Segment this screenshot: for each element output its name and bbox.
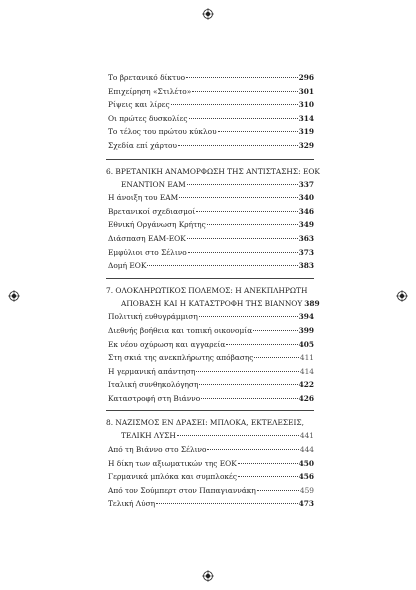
toc-entry <box>108 232 314 246</box>
dot-leader <box>238 463 298 464</box>
toc-entry <box>108 205 314 219</box>
toc-entry <box>108 457 314 471</box>
toc-entry <box>108 112 314 126</box>
toc-entry <box>108 378 314 392</box>
toc-entry <box>108 125 314 139</box>
dot-leader <box>186 77 298 78</box>
dot-leader <box>188 252 298 253</box>
toc-entry <box>108 497 314 511</box>
toc-entry-title: Ιταλική συνθηκολόγηση <box>108 380 199 390</box>
toc-entry <box>108 351 314 365</box>
dot-leader <box>196 371 299 372</box>
toc-entry-page: 319 <box>298 127 314 137</box>
dot-leader <box>207 449 298 450</box>
chapter-heading-continued <box>108 178 314 192</box>
dot-leader <box>196 211 297 212</box>
toc-entry-title: Το βρετανικό δίκτυο <box>108 73 186 82</box>
toc-entry-title: Ρίψεις και λίρες <box>108 100 170 110</box>
section-divider <box>106 159 314 160</box>
chapter-heading: 8. ΝΑΖΙΣΜΟΣ ΕΝ ΔΡΑΣΕΙ: ΜΠΛΟΚΑ, ΕΚΤΕΛΕΣΕΙΣ, <box>106 418 304 428</box>
toc-entry-title: Εθνική Οργάνωση Κρήτης <box>108 220 206 230</box>
toc-entry <box>108 392 314 406</box>
toc-entry <box>108 98 314 112</box>
dot-leader <box>207 224 298 225</box>
toc-entry-title: Δομή ΕΟΚ <box>108 261 147 271</box>
section-divider <box>106 410 314 411</box>
dot-leader <box>187 238 298 239</box>
toc-entry-page: 314 <box>298 113 314 123</box>
toc-entry-page: 473 <box>298 499 314 509</box>
toc-entry-page: 373 <box>298 247 314 257</box>
dot-leader <box>177 435 299 436</box>
toc-entry-title: Το τέλος του πρώτου κύκλου <box>108 127 217 137</box>
toc-entry-title: Η γερμανική απάντηση <box>108 366 196 376</box>
toc-section-5-continued <box>108 71 314 153</box>
toc-entry-page: 310 <box>298 100 314 110</box>
toc-entry-title: Διάσπαση ΕΑΜ-ΕΟΚ <box>108 233 186 243</box>
registration-mark-top-icon <box>202 8 214 20</box>
dot-leader <box>187 184 298 185</box>
toc-entry-page: 363 <box>298 233 314 243</box>
dot-leader <box>189 118 298 119</box>
chapter-heading-line2: ΤΕΛΙΚΗ ΛΥΣΗ <box>121 431 176 441</box>
dot-leader <box>179 197 297 198</box>
toc-entry-page: 459 <box>299 485 314 495</box>
toc-chapter-8 <box>108 417 314 511</box>
toc-entry-title: Καταστροφή στη Βιάννο <box>108 393 201 403</box>
dot-leader <box>178 145 298 146</box>
toc-entry-title: Διεθνής βοήθεια και τοπική οικονομία <box>108 325 253 335</box>
chapter-heading-continued <box>108 429 314 443</box>
toc-entry-page: 422 <box>298 380 314 390</box>
toc-entry-page: 426 <box>298 393 314 403</box>
chapter-heading: 6. ΒΡΕΤΑΝΙΚΗ ΑΝΑΜΟΡΦΩΣΗ ΤΗΣ ΑΝΤΙΣΤΑΣΗΣ: ΕΟΚ <box>106 166 320 176</box>
toc-entry-page: 394 <box>298 312 314 322</box>
toc-entry-page: 296 <box>298 73 314 82</box>
toc-entry <box>108 443 314 457</box>
dot-leader <box>156 503 298 504</box>
dot-leader <box>199 384 297 385</box>
dot-leader <box>253 330 297 331</box>
chapter-page: 389 <box>304 298 320 308</box>
toc-entry <box>108 310 314 324</box>
toc-entry <box>108 85 314 99</box>
toc-entry-page: 301 <box>298 86 314 96</box>
dot-leader <box>218 131 298 132</box>
toc-entry-title: Από τον Σούμπερτ στον Παπαγιαννάκη <box>108 485 256 495</box>
chapter-heading-line2: ΑΠΟΒΑΣΗ ΚΑΙ Η ΚΑΤΑΣΤΡΟΦΗ ΤΗΣ ΒΙΑΝΝΟΥ <box>121 298 303 308</box>
toc-entry-title: Βρετανικοί σχεδιασμοί <box>108 206 196 216</box>
dot-leader <box>254 357 298 358</box>
toc-entry <box>108 218 314 232</box>
toc-entry-page: 411 <box>299 353 314 363</box>
toc-entry <box>108 365 314 379</box>
toc-entry <box>108 324 314 338</box>
toc-entry-title: Εκ νέου οχύρωση και αγγαρεία <box>108 339 226 349</box>
toc-entry <box>108 191 314 205</box>
dot-leader <box>199 316 298 317</box>
chapter-page: 337 <box>298 179 314 189</box>
chapter-page: 441 <box>299 431 314 441</box>
dot-leader <box>192 91 297 92</box>
toc-chapter-6 <box>106 166 320 273</box>
toc-entry-title: Από τη Βιάννο στο Σέλινο <box>108 445 207 455</box>
section-divider <box>106 278 314 279</box>
toc-entry-title: Οι πρώτες δυσκολίες <box>108 113 188 123</box>
toc-entry-page: 340 <box>298 193 314 203</box>
dot-leader <box>147 265 297 266</box>
dot-leader <box>257 490 299 491</box>
dot-leader <box>171 104 298 105</box>
toc-entry-page: 383 <box>298 261 314 271</box>
toc-entry-page: 414 <box>299 366 314 376</box>
chapter-heading-continued <box>108 297 320 311</box>
toc-entry-title: Σχεδία επί χάρτου <box>108 140 177 150</box>
toc-entry-page: 444 <box>299 445 314 455</box>
toc-entry <box>108 470 314 484</box>
toc-entry-title: Εμφύλιοι στο Σέλινο <box>108 247 187 257</box>
dot-leader <box>226 344 297 345</box>
toc-entry-title: Τελική Λύση <box>108 499 156 509</box>
toc-entry-title: Πολιτική ευθυγράμμιση <box>108 312 198 322</box>
toc-entry-page: 405 <box>298 339 314 349</box>
toc-entry <box>108 71 314 85</box>
registration-mark-bottom-icon <box>202 570 214 582</box>
toc-entry <box>108 338 314 352</box>
table-of-contents <box>106 71 320 511</box>
dot-leader <box>201 398 297 399</box>
toc-entry-title: Η δίκη των αξιωματικών της ΕΟΚ <box>108 458 237 468</box>
toc-entry-title: Επιχείρηση «Στιλέτο» <box>108 86 192 96</box>
toc-entry-title: Η άνοιξη του ΕΑΜ <box>108 193 179 203</box>
registration-mark-right-icon <box>396 290 408 302</box>
toc-entry-page: 346 <box>298 206 314 216</box>
registration-mark-left-icon <box>8 290 20 302</box>
toc-entry-page: 399 <box>298 325 314 335</box>
dot-leader <box>238 476 298 477</box>
toc-entry-title: Στη σκιά της ανεκπλήρωτης απόβασης <box>108 353 254 363</box>
toc-entry <box>108 484 314 498</box>
toc-entry <box>108 139 314 153</box>
chapter-heading: 7. ΟΛΟΚΛΗΡΩΤΙΚΟΣ ΠΟΛΕΜΟΣ: Η ΑΝΕΚΠΛΗΡΩΤΗ <box>106 285 308 295</box>
toc-entry-title: Γερμανικά μπλόκα και συμπλοκές <box>108 472 237 482</box>
toc-entry-page: 450 <box>298 458 314 468</box>
toc-entry-page: 349 <box>298 220 314 230</box>
toc-chapter-7 <box>106 285 320 406</box>
toc-entry-page: 456 <box>298 472 314 482</box>
toc-entry-page: 329 <box>298 140 314 150</box>
toc-entry <box>108 246 314 260</box>
toc-entry <box>108 259 314 273</box>
chapter-heading-line2: ΕΝΑΝΤΙΟΝ ΕΑΜ <box>121 179 186 189</box>
